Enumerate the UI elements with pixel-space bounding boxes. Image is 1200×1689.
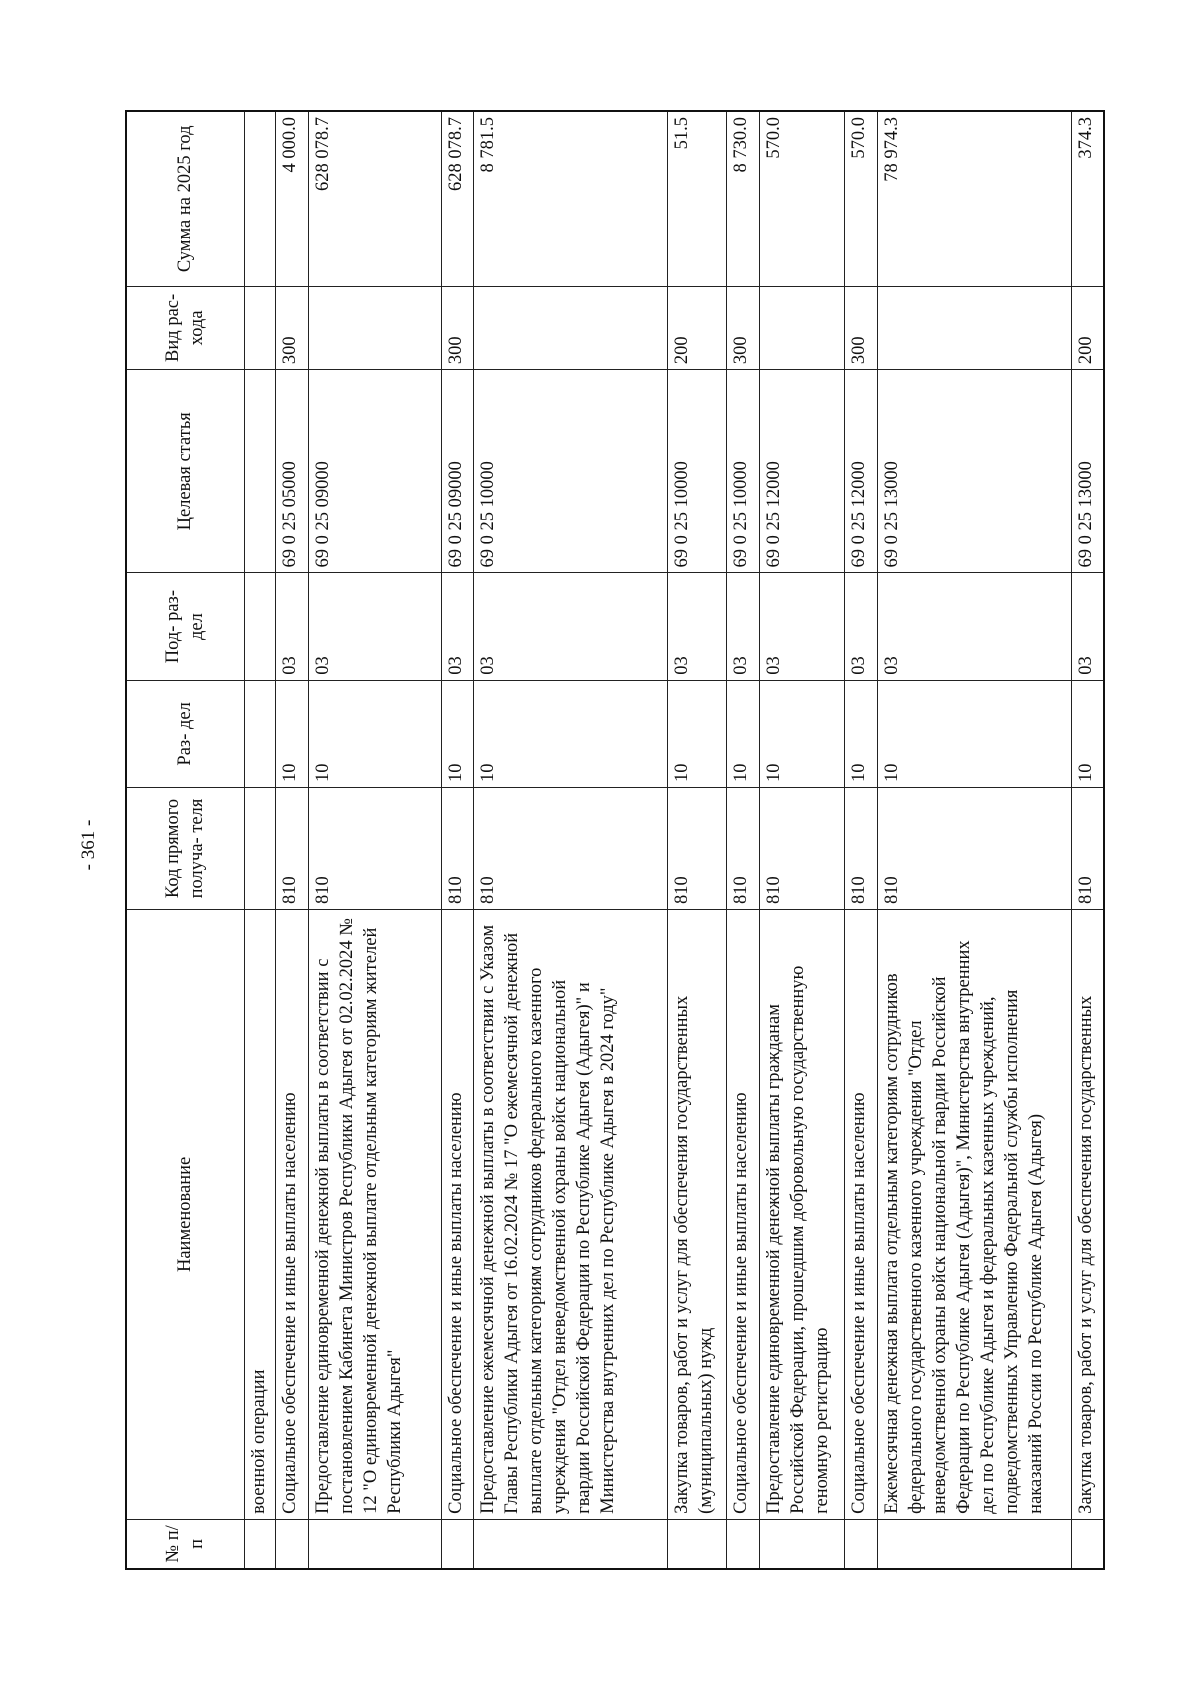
- cell-num: [474, 1519, 668, 1569]
- cell-name: Социальное обеспечение и иные выплаты населению: [845, 909, 878, 1519]
- cell-num: [760, 1519, 845, 1569]
- cell-section: [244, 680, 276, 787]
- cell-recipient: 810: [1071, 788, 1104, 910]
- header-num: № п/п: [126, 1519, 244, 1569]
- cell-name: Закупка товаров, работ и услуг для обеспечения государственных (муниципальных) нужд: [668, 909, 727, 1519]
- cell-sum: 4 000.0: [276, 111, 309, 286]
- cell-subsection: 03: [845, 573, 878, 680]
- cell-section: 10: [877, 680, 1071, 787]
- cell-recipient: [244, 788, 276, 910]
- cell-recipient: 810: [276, 788, 309, 910]
- cell-section: 10: [760, 680, 845, 787]
- cell-expense: [877, 286, 1071, 370]
- cell-sum: 8 730.0: [727, 111, 760, 286]
- cell-recipient: 810: [845, 788, 878, 910]
- budget-table-rotated: [125, 110, 1105, 1570]
- header-name: Наименование: [126, 909, 244, 1519]
- cell-section: 10: [308, 680, 441, 787]
- cell-article: 69 0 25 09000: [308, 370, 441, 573]
- cell-subsection: 03: [877, 573, 1071, 680]
- cell-name: Социальное обеспечение и иные выплаты населению: [727, 909, 760, 1519]
- header-sum: Сумма на 2025 год: [126, 111, 244, 286]
- cell-sum: 628 078.7: [441, 111, 474, 286]
- cell-expense: [308, 286, 441, 370]
- cell-subsection: 03: [1071, 573, 1104, 680]
- cell-expense: 300: [276, 286, 309, 370]
- cell-section: 10: [474, 680, 668, 787]
- cell-subsection: 03: [727, 573, 760, 680]
- cell-num: [1071, 1519, 1104, 1569]
- cell-num: [845, 1519, 878, 1569]
- cell-article: 69 0 25 09000: [441, 370, 474, 573]
- cell-recipient: 810: [727, 788, 760, 910]
- header-section: Раз- дел: [126, 680, 244, 787]
- cell-section: 10: [441, 680, 474, 787]
- table-row: [1071, 111, 1104, 1569]
- cell-subsection: [244, 573, 276, 680]
- cell-article: 69 0 25 10000: [727, 370, 760, 573]
- table-row: [845, 111, 878, 1569]
- cell-num: [877, 1519, 1071, 1569]
- table-row: [244, 111, 276, 1569]
- table-row: [441, 111, 474, 1569]
- cell-recipient: 810: [877, 788, 1071, 910]
- cell-num: [276, 1519, 309, 1569]
- cell-num: [308, 1519, 441, 1569]
- cell-name: Предоставление единовременной денежной выплаты гражданам Российской Федерации, прошедшим добровольную государственную геномную регистрацию: [760, 909, 845, 1519]
- header-subsection: Под- раз- дел: [126, 573, 244, 680]
- cell-name: Предоставление ежемесячной денежной выплаты в соответствии с Указом Главы Республики Адыгея от 16.02.2024 № 17 "О ежемесячной денежной выплате отдельным категориям сотрудников федерального казенного учреждения "Отдел вневедомственной охраны войск национальной гвардии Российской Федерации по Республике Адыгея (Адыгея)" и Министерства внутренних дел по Республике Адыгея в 2024 году": [474, 909, 668, 1519]
- cell-subsection: 03: [308, 573, 441, 680]
- cell-sum: 8 781.5: [474, 111, 668, 286]
- cell-article: [244, 370, 276, 573]
- cell-num: [441, 1519, 474, 1569]
- cell-section: 10: [845, 680, 878, 787]
- cell-subsection: 03: [441, 573, 474, 680]
- cell-subsection: 03: [760, 573, 845, 680]
- header-recipient: Код прямого получа- теля: [126, 788, 244, 910]
- table-row: [727, 111, 760, 1569]
- cell-name: Закупка товаров, работ и услуг для обеспечения государственных: [1071, 909, 1104, 1519]
- table-row: [308, 111, 441, 1569]
- cell-expense: 300: [845, 286, 878, 370]
- cell-article: 69 0 25 13000: [1071, 370, 1104, 573]
- cell-num: [668, 1519, 727, 1569]
- cell-expense: [244, 286, 276, 370]
- cell-subsection: 03: [474, 573, 668, 680]
- cell-sum: 51.5: [668, 111, 727, 286]
- cell-article: 69 0 25 10000: [474, 370, 668, 573]
- page-number-wrap: [78, 810, 118, 880]
- cell-subsection: 03: [668, 573, 727, 680]
- cell-sum: 628 078.7: [308, 111, 441, 286]
- cell-article: 69 0 25 05000: [276, 370, 309, 573]
- table-row: [760, 111, 845, 1569]
- cell-sum: 570.0: [845, 111, 878, 286]
- table-row: [668, 111, 727, 1569]
- cell-subsection: 03: [276, 573, 309, 680]
- header-expense: Вид рас- хода: [126, 286, 244, 370]
- cell-expense: 200: [668, 286, 727, 370]
- cell-expense: 300: [727, 286, 760, 370]
- cell-article: 69 0 25 13000: [877, 370, 1071, 573]
- cell-recipient: 810: [441, 788, 474, 910]
- cell-sum: 374.3: [1071, 111, 1104, 286]
- cell-article: 69 0 25 12000: [845, 370, 878, 573]
- table-row: [474, 111, 668, 1569]
- header-article: Целевая статья: [126, 370, 244, 573]
- cell-section: 10: [668, 680, 727, 787]
- table-row: [877, 111, 1071, 1569]
- table-header-row: [126, 111, 244, 1569]
- table-row: [276, 111, 309, 1569]
- cell-expense: 300: [441, 286, 474, 370]
- cell-article: 69 0 25 12000: [760, 370, 845, 573]
- page-number: - 361 -: [78, 819, 99, 871]
- budget-table: [125, 110, 1105, 1570]
- cell-section: 10: [727, 680, 760, 787]
- cell-name: Предоставление единовременной денежной выплаты в соответствии с постановлением Кабинета Министров Республики Адыгея от 02.02.2024 № 12 "О единовременной денежной выплате отдельным категориям жителей Республики Адыгея": [308, 909, 441, 1519]
- cell-sum: 570.0: [760, 111, 845, 286]
- cell-num: [244, 1519, 276, 1569]
- cell-sum: [244, 111, 276, 286]
- cell-name: Социальное обеспечение и иные выплаты населению: [441, 909, 474, 1519]
- cell-expense: [474, 286, 668, 370]
- cell-name: Социальное обеспечение и иные выплаты населению: [276, 909, 309, 1519]
- cell-recipient: 810: [308, 788, 441, 910]
- cell-recipient: 810: [760, 788, 845, 910]
- cell-expense: 200: [1071, 286, 1104, 370]
- cell-recipient: 810: [668, 788, 727, 910]
- cell-section: 10: [1071, 680, 1104, 787]
- cell-name: Ежемесячная денежная выплата отдельным категориям сотрудников федерального государственного казенного учреждения "Отдел вневедомственной охраны войск национальной гвардии Российской Федерации по Республике Адыгея (Адыгея)", Министерства внутренних дел по Республике Адыгея и федеральных казенных учреждений, подведомственных Управлению Федеральной службы исполнения наказаний России по Республике Адыгея (Адыгея): [877, 909, 1071, 1519]
- cell-article: 69 0 25 10000: [668, 370, 727, 573]
- cell-recipient: 810: [474, 788, 668, 910]
- cell-section: 10: [276, 680, 309, 787]
- cell-name: военной операции: [244, 909, 276, 1519]
- cell-sum: 78 974.3: [877, 111, 1071, 286]
- table-body: [244, 111, 1104, 1569]
- cell-num: [727, 1519, 760, 1569]
- cell-expense: [760, 286, 845, 370]
